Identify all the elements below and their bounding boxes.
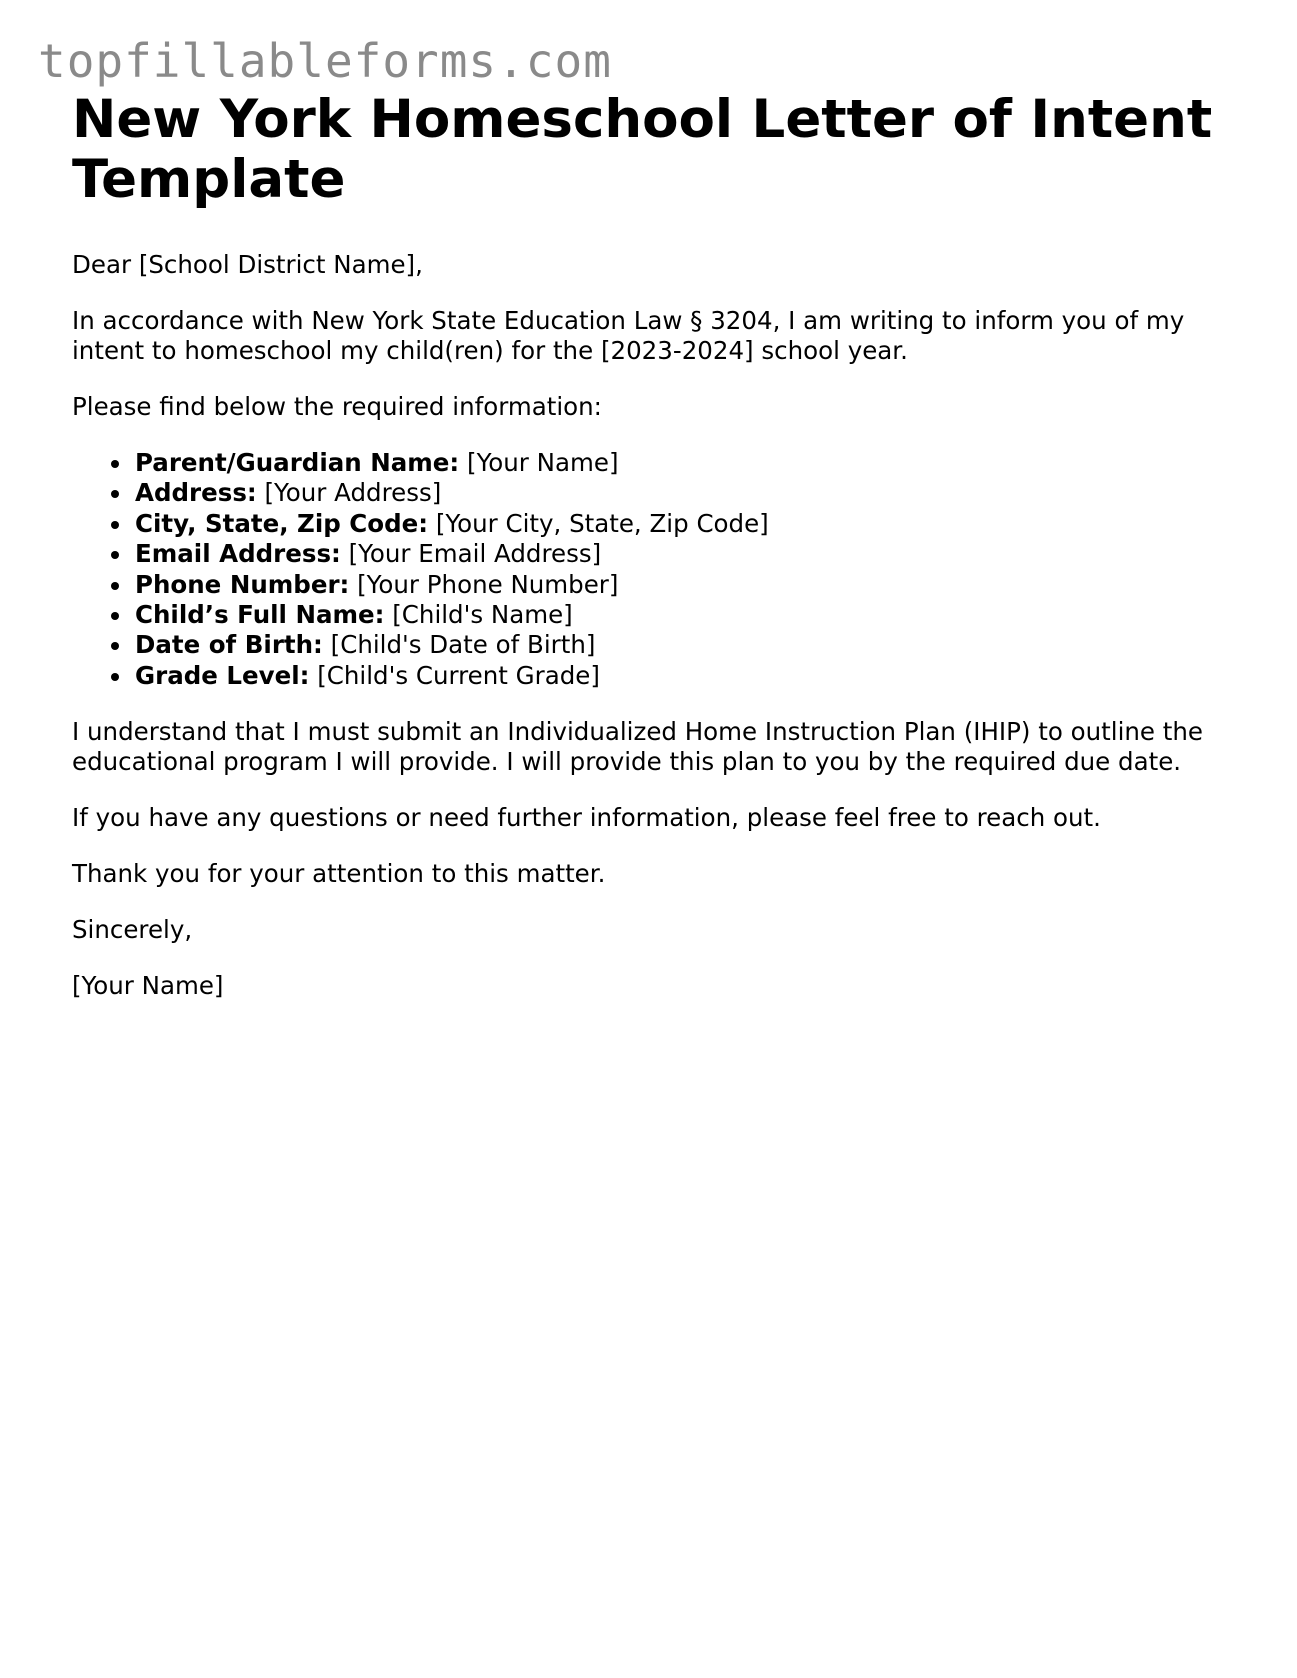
field-value: [Child's Date of Birth] (330, 630, 596, 660)
list-item (135, 478, 1242, 508)
list-item (135, 661, 1242, 691)
list-item (135, 509, 1242, 539)
intro-paragraph: In accordance with New York State Education Law § 3204, I am writing to inform you of my intent to homeschool my child(ren) for the [2023-2024] school year. (72, 306, 1185, 365)
list-item (135, 570, 1242, 600)
letter-document (72, 90, 1242, 1001)
field-label: Email Address: (135, 539, 341, 569)
list-item (135, 630, 1242, 660)
field-value: [Child's Current Grade] (317, 660, 600, 690)
field-label: Parent/Guardian Name: (135, 448, 460, 477)
field-value: [Your Email Address] (348, 539, 602, 569)
questions-paragraph: If you have any questions or need further information, please feel free to reach out. (72, 803, 1101, 833)
field-value: [Your Name] (467, 448, 619, 477)
field-label: City, State, Zip Code: (135, 508, 429, 538)
field-value: [Child's Name] (392, 600, 573, 630)
closing: Sincerely, (72, 915, 193, 945)
salutation: Dear [School District Name], (72, 250, 423, 279)
field-value: [Your Address] (264, 478, 442, 508)
lead-in-paragraph: Please find below the required information: (72, 392, 602, 421)
list-item (135, 539, 1242, 569)
field-label: Child’s Full Name: (135, 600, 385, 630)
field-value: [Your City, State, Zip Code] (435, 508, 769, 538)
thanks-paragraph: Thank you for your attention to this matter. (72, 859, 606, 889)
field-value: [Your Phone Number] (357, 569, 619, 599)
required-info-list (72, 448, 1242, 691)
field-label: Grade Level: (135, 660, 310, 690)
field-label: Date of Birth: (135, 630, 323, 660)
watermark: topfillableforms.com (38, 34, 612, 88)
page-title: New York Homeschool Letter of Intent Template (72, 89, 1213, 210)
field-label: Address: (135, 478, 257, 508)
list-item (135, 600, 1242, 630)
signature: [Your Name] (72, 971, 224, 1001)
field-label: Phone Number: (135, 569, 350, 599)
list-item (135, 448, 1242, 478)
ihip-paragraph: I understand that I must submit an Individualized Home Instruction Plan (IHIP) to outline the educational program I will provide. I will provide this plan to you by the required due date. (72, 717, 1203, 777)
